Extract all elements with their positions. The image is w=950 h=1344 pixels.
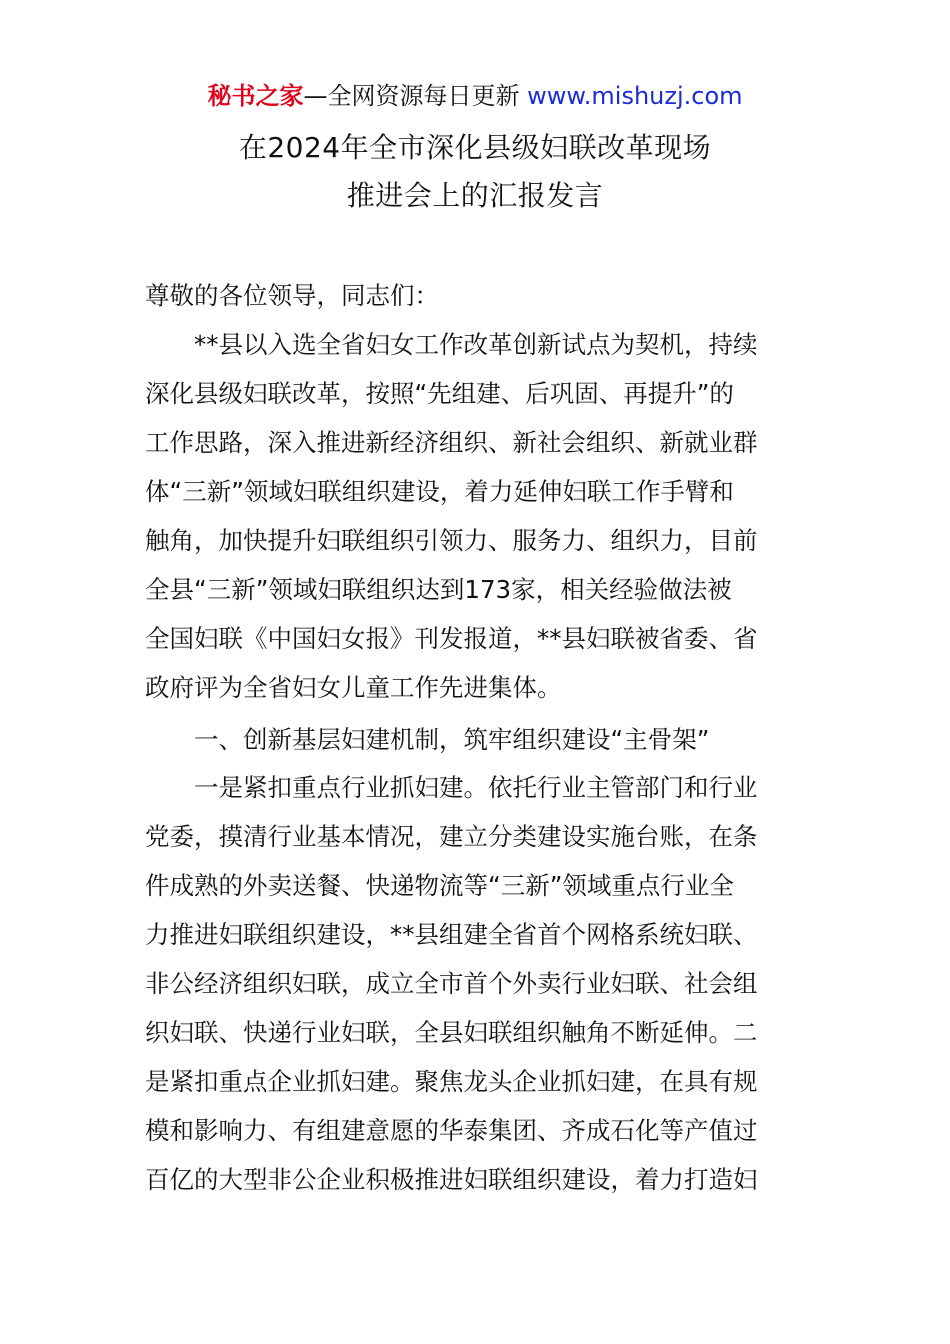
body-line: 力推进妇联组织建设，**县组建全省首个网格系统妇联、	[145, 920, 758, 949]
body-line: 全县“三新”领域妇联组织达到173家，相关经验做法被	[145, 575, 732, 604]
body-line: 体“三新”领域妇联组织建设，着力延伸妇联工作手臂和	[145, 477, 734, 506]
site-url-link[interactable]: www.mishuzj.com	[527, 82, 743, 110]
body-line: 件成熟的外卖送餐、快递物流等“三新”领域重点行业全	[145, 871, 734, 900]
document-title-line-1: 在2024年全市深化县级妇联改革现场	[238, 131, 712, 164]
site-slogan: —全网资源每日更新	[303, 82, 520, 110]
body-line: 织妇联、快递行业妇联，全县妇联组织触角不断延伸。二	[145, 1018, 758, 1047]
site-header	[0, 80, 950, 112]
body-line: 党委，摸清行业基本情况，建立分类建设实施台账，在条	[145, 822, 758, 851]
section-heading: 一、创新基层妇建机制，筑牢组织建设“主骨架”	[194, 725, 710, 754]
body-line: 全国妇联《中国妇女报》刊发报道，**县妇联被省委、省	[145, 624, 758, 653]
body-line: 政府评为全省妇女儿童工作先进集体。	[145, 673, 562, 702]
body-line: 工作思路，深入推进新经济组织、新社会组织、新就业群	[145, 428, 758, 457]
body-line: 是紧扣重点企业抓妇建。聚焦龙头企业抓妇建，在具有规	[145, 1067, 758, 1096]
site-brand: 秘书之家	[207, 82, 304, 110]
salutation-line: 尊敬的各位领导，同志们：	[145, 281, 439, 310]
body-line: 触角，加快提升妇联组织引领力、服务力、组织力，目前	[145, 526, 758, 555]
document-title-line-2: 推进会上的汇报发言	[346, 179, 604, 212]
body-line: 百亿的大型非公企业积极推进妇联组织建设，着力打造妇	[145, 1165, 758, 1194]
body-line: **县以入选全省妇女工作改革创新试点为契机，持续	[194, 330, 758, 359]
body-line: 一是紧扣重点行业抓妇建。依托行业主管部门和行业	[194, 773, 758, 802]
body-line: 非公经济组织妇联，成立全市首个外卖行业妇联、社会组	[145, 969, 758, 998]
body-line: 模和影响力、有组建意愿的华泰集团、齐成石化等产值过	[145, 1116, 758, 1145]
body-line: 深化县级妇联改革，按照“先组建、后巩固、再提升”的	[145, 379, 734, 408]
